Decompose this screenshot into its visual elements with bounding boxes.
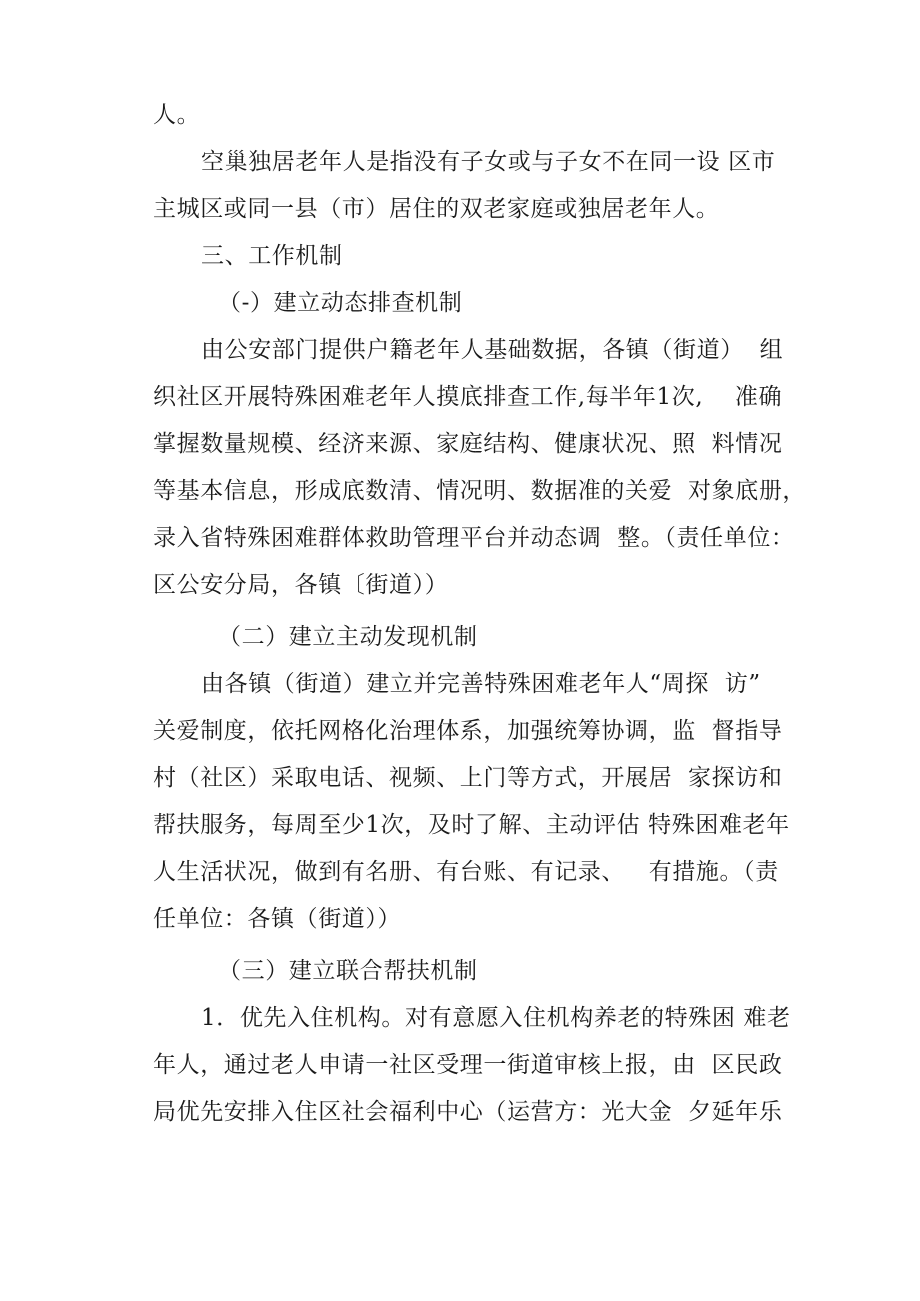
text-line: 年人，通过老人申请一社区受理一街道审核上报，由 区民政 [153,1052,783,1078]
text-line: 掌握数量规模、经济来源、家庭结构、健康状况、照 料情况 [153,431,783,457]
text-line: 帮扶服务，每周至少1次，及时了解、主动评估 特殊困难老年 [153,812,790,838]
text-line: 局优先安排入住区社会福利中心（运营方：光大金 夕延年乐 [153,1099,783,1125]
text-line: 人。 [153,102,201,128]
subheading-dynamic-screening: （-）建立动态排查机制 [218,290,463,316]
paragraph-screening: 由公安部门提供户籍老年人基础数据，各镇（街道） 组 [201,337,784,363]
section-heading-work-mechanism: 三、工作机制 [201,243,343,269]
paragraph-weekly-visits: 由各镇（街道）建立并完善特殊困难老年人“周探 访” [201,671,761,697]
text-line: 关爱制度，依托网格化治理体系，加强统筹协调，监 督指导 [153,718,783,744]
paragraph-empty-nest-definition: 空巢独居老年人是指没有子女或与子女不在同一设 区市 [201,149,776,175]
paragraph-priority-admission: 1．优先入住机构。对有意愿入住机构养老的特殊困 难老 [201,1005,791,1031]
text-line: 区公安分局，各镇〔街道）） [153,572,449,598]
text-line: 主城区或同一县（市）居住的双老家庭或独居老年人。 [153,196,720,222]
text-line: 任单位：各镇（街道）） [153,906,402,932]
text-line: 等基本信息，形成底数清、情况明、数据准的关爱 对象底册， [153,478,807,504]
text-line: 织社区开展特殊困难老年人摸底排查工作,每半年1次, 准确 [153,384,783,410]
subheading-joint-assistance: （三）建立联合帮扶机制 [218,958,478,984]
text-line: 村（社区）采取电话、视频、上门等方式，开展居 家探访和 [153,765,783,791]
text-line: 录入省特殊困难群体救助管理平台并动态调 整。（责任单位： [153,525,795,551]
text-line: 人生活状况，做到有名册、有台账、有记录、 有措施。（责 [153,859,779,885]
subheading-active-discovery: （二）建立主动发现机制 [218,624,478,650]
